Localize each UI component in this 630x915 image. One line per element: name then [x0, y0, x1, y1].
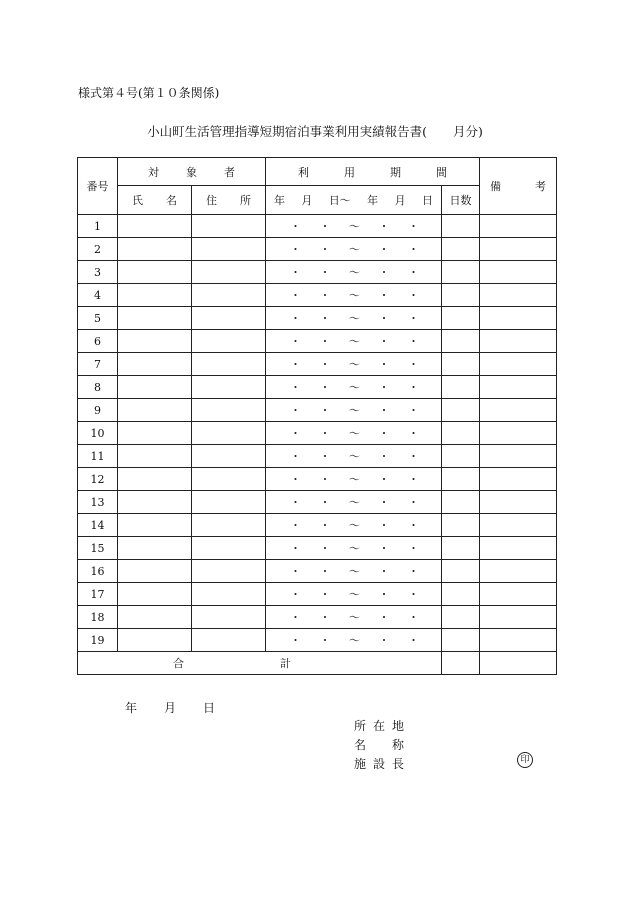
table-row [78, 330, 557, 353]
period-mark: 〜 [349, 588, 360, 601]
period-mark: ・ [378, 266, 390, 279]
remarks-cell[interactable] [480, 399, 557, 422]
remarks-cell[interactable] [480, 445, 557, 468]
name-cell[interactable] [118, 238, 192, 261]
period-mark: 〜 [349, 381, 360, 394]
address-cell[interactable] [192, 422, 266, 445]
remarks-cell[interactable] [480, 238, 557, 261]
remarks-cell[interactable] [480, 468, 557, 491]
header-subject-char: 象 [186, 165, 197, 179]
address-cell[interactable] [192, 537, 266, 560]
remarks-cell[interactable] [480, 583, 557, 606]
days-cell[interactable] [442, 215, 480, 238]
period-mark: ・ [408, 381, 419, 394]
total-char: 計 [280, 657, 291, 670]
period-mark: 〜 [349, 404, 360, 417]
period-mark: 〜 [349, 427, 360, 440]
period-cell[interactable] [266, 307, 442, 330]
period-mark: ・ [378, 427, 390, 440]
days-cell[interactable] [442, 353, 480, 376]
signature-location [354, 716, 404, 735]
period-mark: ・ [319, 243, 331, 256]
period-mark: ・ [319, 427, 331, 440]
period-mark: 〜 [349, 335, 360, 348]
row-number: 4 [78, 284, 118, 307]
address-cell[interactable] [192, 629, 266, 652]
table-row [78, 261, 557, 284]
table-row [78, 606, 557, 629]
remarks-cell[interactable] [480, 307, 557, 330]
address-cell[interactable] [192, 284, 266, 307]
header-subject-char: 対 [148, 165, 159, 179]
report-table [77, 157, 557, 675]
table-row [78, 445, 557, 468]
address-cell[interactable] [192, 606, 266, 629]
period-mark: ・ [290, 404, 301, 417]
remarks-cell[interactable] [480, 261, 557, 284]
header-name-char: 名 [166, 194, 177, 207]
name-cell[interactable] [118, 376, 192, 399]
date-day-label: 日 [202, 701, 215, 715]
date-month-label: 月 [163, 701, 176, 715]
remarks-cell[interactable] [480, 215, 557, 238]
days-cell[interactable] [442, 468, 480, 491]
days-cell[interactable] [442, 238, 480, 261]
period-mark: ・ [378, 404, 390, 417]
remarks-cell[interactable] [480, 353, 557, 376]
name-cell[interactable] [118, 514, 192, 537]
header-address [192, 186, 266, 215]
header-subject-char: 者 [224, 165, 235, 179]
name-cell[interactable] [118, 261, 192, 284]
total-char: 合 [173, 657, 184, 670]
name-cell[interactable] [118, 422, 192, 445]
period-mark: ・ [290, 473, 301, 486]
period-cell[interactable] [266, 629, 442, 652]
remarks-cell[interactable] [480, 514, 557, 537]
period-mark: ・ [378, 243, 390, 256]
period-mark: 〜 [349, 565, 360, 578]
row-number: 14 [78, 514, 118, 537]
period-mark: ・ [408, 266, 419, 279]
header-period-char: 間 [436, 165, 447, 179]
row-number: 13 [78, 491, 118, 514]
period-mark: ・ [378, 611, 390, 624]
days-cell[interactable] [442, 491, 480, 514]
date-year-label: 年 [125, 701, 138, 715]
period-mark: ・ [408, 611, 419, 624]
period-mark: ・ [378, 220, 390, 233]
period-mark: ・ [378, 358, 390, 371]
header-period-char: 利 [298, 165, 309, 179]
period-cell[interactable] [266, 606, 442, 629]
period-mark: 〜 [349, 611, 360, 624]
period-cell[interactable] [266, 560, 442, 583]
period-mark: ・ [319, 634, 331, 647]
period-cell[interactable] [266, 537, 442, 560]
remarks-cell[interactable] [480, 330, 557, 353]
period-mark: 〜 [349, 450, 360, 463]
header-range-char: 年 [367, 194, 379, 207]
signature-char: 長 [391, 757, 404, 771]
header-remarks-char: 考 [535, 180, 546, 193]
days-cell[interactable] [442, 330, 480, 353]
table-row [78, 560, 557, 583]
address-cell[interactable] [192, 330, 266, 353]
period-mark: 〜 [349, 220, 360, 233]
name-cell[interactable] [118, 284, 192, 307]
table-row [78, 422, 557, 445]
period-mark: ・ [290, 381, 301, 394]
days-cell[interactable] [442, 560, 480, 583]
days-cell[interactable] [442, 422, 480, 445]
address-cell[interactable] [192, 583, 266, 606]
period-mark: 〜 [349, 542, 360, 555]
seal-mark: 印 [517, 752, 533, 768]
period-cell[interactable] [266, 261, 442, 284]
days-cell[interactable] [442, 606, 480, 629]
period-mark: ・ [319, 220, 331, 233]
period-mark: 〜 [349, 519, 360, 532]
period-mark: ・ [378, 335, 390, 348]
signature-char: 設 [372, 757, 385, 771]
name-cell[interactable] [118, 215, 192, 238]
name-cell[interactable] [118, 606, 192, 629]
header-days: 日数 [442, 186, 480, 215]
table-row [78, 491, 557, 514]
report-title-suffix: 月分) [453, 124, 483, 139]
period-mark: ・ [319, 565, 331, 578]
period-mark: ・ [290, 312, 301, 325]
address-cell[interactable] [192, 238, 266, 261]
period-mark: ・ [378, 519, 390, 532]
name-cell[interactable] [118, 468, 192, 491]
signature-block [354, 716, 404, 773]
header-range-char: 日〜 [328, 194, 351, 207]
period-mark: ・ [408, 565, 419, 578]
header-name [118, 186, 192, 215]
signature-name [354, 735, 404, 754]
period-mark: ・ [319, 266, 331, 279]
period-mark: ・ [290, 565, 301, 578]
period-cell[interactable] [266, 583, 442, 606]
row-number: 12 [78, 468, 118, 491]
row-number: 6 [78, 330, 118, 353]
period-cell[interactable] [266, 399, 442, 422]
days-cell[interactable] [442, 261, 480, 284]
header-period-char: 期 [390, 165, 401, 179]
period-mark: 〜 [349, 496, 360, 509]
period-mark: ・ [290, 519, 301, 532]
period-mark: ・ [378, 289, 390, 302]
period-mark: ・ [319, 450, 331, 463]
period-mark: ・ [290, 450, 301, 463]
period-mark: ・ [378, 542, 390, 555]
row-number: 15 [78, 537, 118, 560]
period-cell[interactable] [266, 284, 442, 307]
table-row [78, 514, 557, 537]
period-mark: 〜 [349, 312, 360, 325]
address-cell[interactable] [192, 307, 266, 330]
table-row [78, 238, 557, 261]
address-cell[interactable] [192, 215, 266, 238]
header-subject [118, 158, 266, 186]
address-cell[interactable] [192, 445, 266, 468]
remarks-cell[interactable] [480, 537, 557, 560]
period-mark: ・ [408, 312, 419, 325]
period-cell[interactable] [266, 445, 442, 468]
address-cell[interactable] [192, 261, 266, 284]
period-cell[interactable] [266, 215, 442, 238]
period-mark: ・ [290, 542, 301, 555]
period-mark: ・ [290, 427, 301, 440]
period-mark: ・ [408, 427, 419, 440]
address-cell[interactable] [192, 353, 266, 376]
header-remarks-char: 備 [490, 180, 501, 193]
row-number: 18 [78, 606, 118, 629]
period-cell[interactable] [266, 422, 442, 445]
period-cell[interactable] [266, 376, 442, 399]
report-title-text: 小山町生活管理指導短期宿泊事業利用実績報告書( [147, 124, 427, 139]
row-number: 2 [78, 238, 118, 261]
row-number: 9 [78, 399, 118, 422]
signature-char: 施 [354, 757, 367, 771]
table-row [78, 399, 557, 422]
period-mark: ・ [319, 611, 331, 624]
signature-char: 在 [372, 719, 385, 733]
period-mark: 〜 [349, 266, 360, 279]
period-cell[interactable] [266, 491, 442, 514]
period-mark: ・ [408, 289, 419, 302]
row-number: 8 [78, 376, 118, 399]
remarks-cell[interactable] [480, 491, 557, 514]
days-cell[interactable] [442, 537, 480, 560]
period-mark: ・ [408, 634, 419, 647]
days-cell[interactable] [442, 307, 480, 330]
period-mark: ・ [319, 404, 331, 417]
row-number: 10 [78, 422, 118, 445]
days-cell[interactable] [442, 376, 480, 399]
remarks-cell[interactable] [480, 422, 557, 445]
period-mark: ・ [408, 358, 419, 371]
header-row-1 [78, 158, 557, 186]
name-cell[interactable] [118, 353, 192, 376]
header-remarks [480, 158, 557, 215]
days-cell[interactable] [442, 583, 480, 606]
table-row [78, 215, 557, 238]
period-mark: ・ [378, 450, 390, 463]
period-mark: ・ [408, 473, 419, 486]
period-mark: ・ [319, 519, 331, 532]
period-mark: ・ [290, 634, 301, 647]
signature-char: 地 [391, 719, 404, 733]
period-mark: ・ [319, 588, 331, 601]
period-mark: ・ [378, 312, 390, 325]
period-mark: ・ [319, 289, 331, 302]
period-mark: ・ [408, 542, 419, 555]
table-row [78, 583, 557, 606]
row-number: 1 [78, 215, 118, 238]
period-mark: ・ [290, 266, 301, 279]
period-mark: ・ [290, 335, 301, 348]
period-mark: ・ [408, 588, 419, 601]
days-cell[interactable] [442, 629, 480, 652]
period-mark: 〜 [349, 243, 360, 256]
period-mark: ・ [408, 220, 419, 233]
period-mark: ・ [319, 473, 331, 486]
name-cell[interactable] [118, 537, 192, 560]
period-mark: ・ [290, 358, 301, 371]
period-mark: ・ [290, 220, 301, 233]
name-cell[interactable] [118, 399, 192, 422]
address-cell[interactable] [192, 399, 266, 422]
header-address-char: 住 [206, 194, 217, 207]
report-title [0, 122, 630, 140]
table-row [78, 307, 557, 330]
name-cell[interactable] [118, 307, 192, 330]
address-cell[interactable] [192, 491, 266, 514]
period-mark: 〜 [349, 473, 360, 486]
header-range-char: 月 [394, 194, 406, 207]
row-number: 11 [78, 445, 118, 468]
days-cell[interactable] [442, 284, 480, 307]
signature-char: 所 [354, 719, 367, 733]
table-row [78, 468, 557, 491]
period-mark: 〜 [349, 634, 360, 647]
name-cell[interactable] [118, 330, 192, 353]
address-cell[interactable] [192, 376, 266, 399]
period-mark: ・ [378, 473, 390, 486]
period-mark: ・ [290, 588, 301, 601]
period-mark: ・ [408, 450, 419, 463]
period-cell[interactable] [266, 468, 442, 491]
period-mark: ・ [408, 243, 419, 256]
table-row [78, 284, 557, 307]
table-row [78, 353, 557, 376]
header-range-char: 年 [274, 194, 285, 207]
header-name-char: 氏 [132, 194, 143, 207]
total-row [78, 652, 557, 675]
remarks-cell[interactable] [480, 560, 557, 583]
period-mark: ・ [319, 381, 331, 394]
days-cell[interactable] [442, 514, 480, 537]
table-row [78, 376, 557, 399]
period-mark: ・ [378, 496, 390, 509]
remarks-cell[interactable] [480, 629, 557, 652]
period-mark: ・ [408, 335, 419, 348]
address-cell[interactable] [192, 560, 266, 583]
period-mark: ・ [290, 611, 301, 624]
period-mark: ・ [378, 634, 390, 647]
row-number: 3 [78, 261, 118, 284]
header-address-char: 所 [240, 194, 251, 207]
row-number: 17 [78, 583, 118, 606]
row-number: 19 [78, 629, 118, 652]
address-cell[interactable] [192, 468, 266, 491]
header-number: 番号 [78, 158, 118, 215]
address-cell[interactable] [192, 514, 266, 537]
report-date [125, 699, 215, 716]
period-mark: ・ [319, 542, 331, 555]
header-period-char: 用 [344, 165, 355, 179]
period-mark: ・ [319, 335, 331, 348]
period-mark: ・ [319, 496, 331, 509]
form-number: 様式第４号(第１０条関係) [78, 86, 220, 100]
period-mark: ・ [378, 565, 390, 578]
header-period [266, 158, 480, 186]
period-mark: ・ [290, 496, 301, 509]
days-cell[interactable] [442, 399, 480, 422]
header-range [266, 186, 442, 215]
period-mark: 〜 [349, 358, 360, 371]
row-number: 7 [78, 353, 118, 376]
period-cell[interactable] [266, 238, 442, 261]
period-cell[interactable] [266, 330, 442, 353]
table-row [78, 537, 557, 560]
period-mark: ・ [319, 358, 331, 371]
period-mark: ・ [290, 243, 301, 256]
signature-char: 称 [391, 738, 404, 752]
days-cell[interactable] [442, 445, 480, 468]
header-range-char: 月 [301, 194, 313, 207]
period-mark: ・ [378, 381, 390, 394]
name-cell[interactable] [118, 629, 192, 652]
name-cell[interactable] [118, 583, 192, 606]
header-range-char: 日 [421, 194, 433, 207]
period-mark: ・ [408, 496, 419, 509]
period-mark: 〜 [349, 289, 360, 302]
row-number: 16 [78, 560, 118, 583]
remarks-cell[interactable] [480, 376, 557, 399]
name-cell[interactable] [118, 560, 192, 583]
signature-char: 名 [354, 738, 367, 752]
table-row [78, 629, 557, 652]
period-cell[interactable] [266, 514, 442, 537]
period-mark: ・ [290, 289, 301, 302]
name-cell[interactable] [118, 445, 192, 468]
period-mark: ・ [378, 588, 390, 601]
total-remarks-cell[interactable] [480, 652, 557, 675]
period-mark: ・ [319, 312, 331, 325]
period-mark: ・ [408, 404, 419, 417]
period-mark: ・ [408, 519, 419, 532]
remarks-cell[interactable] [480, 606, 557, 629]
name-cell[interactable] [118, 491, 192, 514]
period-cell[interactable] [266, 353, 442, 376]
remarks-cell[interactable] [480, 284, 557, 307]
total-label [78, 652, 442, 675]
total-days-cell[interactable] [442, 652, 480, 675]
row-number: 5 [78, 307, 118, 330]
signature-director [354, 754, 404, 773]
